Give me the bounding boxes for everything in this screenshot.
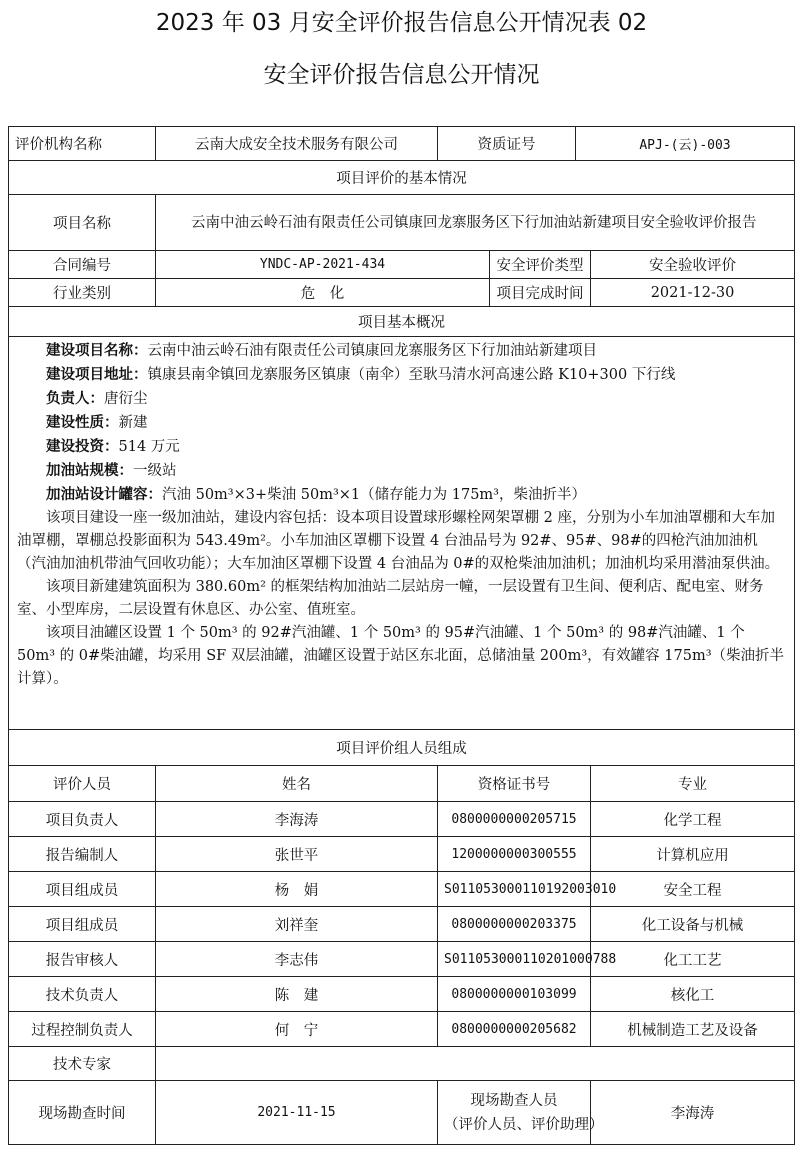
table-row <box>9 907 795 942</box>
type-label: 安全评价类型 <box>490 251 591 279</box>
member-cert: 0800000000205715 <box>438 802 591 837</box>
survey-staff-label <box>438 1081 604 1145</box>
owner-label: 负责人： <box>46 390 104 407</box>
member-major: 计算机应用 <box>591 837 795 872</box>
overview-body <box>9 337 795 730</box>
type-value: 安全验收评价 <box>591 251 795 279</box>
member-cert: 0800000000205682 <box>438 1012 591 1047</box>
member-role: 项目组成员 <box>9 907 156 942</box>
survey-staff-label-line2: （评价人员、评价助理） <box>444 1116 604 1133</box>
expert-value <box>156 1047 795 1081</box>
nature-label: 建设性质： <box>46 414 119 431</box>
contract-value: YNDC-AP-2021-434 <box>156 251 490 279</box>
overview-paragraph-3: 该项目油罐区设置 1 个 50m³ 的 92#汽油罐、1 个 50m³ 的 95#汽油罐、1 个 50m³ 的 98#汽油罐、1 个 50m³ 的 0#柴油罐，均采用 SF 双层油罐，油罐区设置于站区东北面，总储油量 200m³，有效罐容 175m³（柴油折半计算）。 <box>17 625 785 687</box>
construction-name-value: 云南中油云岭石油有限责任公司镇康回龙寨服务区下行加油站新建项目 <box>147 343 597 359</box>
expert-row <box>9 1047 795 1081</box>
industry-value: 危 化 <box>156 279 490 307</box>
member-major: 安全工程 <box>591 872 795 907</box>
org-label: 评价机构名称 <box>9 127 156 161</box>
finish-value: 2021-12-30 <box>591 279 795 307</box>
org-row <box>9 127 795 161</box>
team-header-major: 专业 <box>591 766 795 802</box>
expert-label: 技术专家 <box>9 1047 156 1081</box>
disclosure-table <box>8 126 795 1145</box>
survey-row <box>9 1081 795 1145</box>
industry-label: 行业类别 <box>9 279 156 307</box>
table-row <box>9 802 795 837</box>
table-row <box>9 1012 795 1047</box>
member-name: 李海涛 <box>156 802 438 837</box>
table-row <box>9 977 795 1012</box>
cert-value: APJ-(云)-003 <box>576 127 795 161</box>
member-cert: 0800000000203375 <box>438 907 591 942</box>
owner-value: 唐衍尘 <box>104 391 148 407</box>
construction-address-label: 建设项目地址： <box>46 366 148 383</box>
member-cert: 0800000000103099 <box>438 977 591 1012</box>
member-role: 报告审核人 <box>9 942 156 977</box>
cert-label: 资质证号 <box>438 127 576 161</box>
investment-label: 建设投资： <box>46 438 119 455</box>
member-major: 化工设备与机械 <box>591 907 795 942</box>
tank-capacity-value: 汽油 50m³×3+柴油 50m³×1（储存能力为 175m³，柴油折半） <box>162 487 586 503</box>
team-section-header: 项目评价组人员组成 <box>9 730 795 766</box>
member-cert: 1200000000300555 <box>438 837 591 872</box>
table-row <box>9 837 795 872</box>
survey-time-label: 现场勘查时间 <box>9 1081 156 1145</box>
project-name-label: 项目名称 <box>9 195 156 251</box>
member-major: 核化工 <box>591 977 795 1012</box>
org-value: 云南大成安全技术服务有限公司 <box>156 127 438 161</box>
member-name: 杨 娟 <box>156 872 438 907</box>
member-cert: S011053000110192003010 <box>438 872 591 907</box>
nature-value: 新建 <box>118 415 148 431</box>
survey-staff-value: 李海涛 <box>591 1081 795 1145</box>
member-role: 项目组成员 <box>9 872 156 907</box>
team-header-name: 姓名 <box>156 766 438 802</box>
member-major: 化学工程 <box>591 802 795 837</box>
overview-paragraph-2: 该项目新建建筑面积为 380.60m² 的框架结构加油站二层站房一幢，一层设置有卫生间、便利店、配电室、财务室、小型库房，二层设置有休息区、办公室、值班室。 <box>17 579 764 618</box>
basic-section-header: 项目评价的基本情况 <box>9 161 795 195</box>
contract-label: 合同编号 <box>9 251 156 279</box>
team-header-role: 评价人员 <box>9 766 156 802</box>
table-row <box>9 872 795 907</box>
finish-label: 项目完成时间 <box>490 279 591 307</box>
document-title: 2023 年 03 月安全评价报告信息公开情况表 02 <box>155 10 648 36</box>
member-name: 刘祥奎 <box>156 907 438 942</box>
member-role: 技术负责人 <box>9 977 156 1012</box>
member-major: 机械制造工艺及设备 <box>591 1012 795 1047</box>
team-header-row <box>9 766 795 802</box>
investment-value: 514 万元 <box>118 439 180 455</box>
construction-name-label: 建设项目名称： <box>46 342 148 359</box>
table-row <box>9 942 795 977</box>
member-role: 项目负责人 <box>9 802 156 837</box>
member-name: 李志伟 <box>156 942 438 977</box>
document-subtitle: 安全评价报告信息公开情况 <box>263 62 540 88</box>
overview-paragraph-1: 该项目建设一座一级加油站，建设内容包括：设本项目设置球形螺栓网架罩棚 2 座，分别为小车加油罩棚和大车加油罩棚，罩棚总投影面积为 543.49m²。小车加油区罩棚下设置 4 台油品号为 92#、95#、98#的四枪汽油加油机（汽油加油机带油气回收功能）；大车加油区罩棚下设置 4 台油品为 0#的双枪柴油加油机；加油机均采用潜油泵供油。 <box>17 510 780 572</box>
member-name: 张世平 <box>156 837 438 872</box>
station-scale-value: 一级站 <box>133 463 177 479</box>
overview-section-header: 项目基本概况 <box>9 307 795 337</box>
team-header-cert: 资格证书号 <box>438 766 591 802</box>
member-name: 陈 建 <box>156 977 438 1012</box>
member-major: 化工工艺 <box>591 942 795 977</box>
project-name-value: 云南中油云岭石油有限责任公司镇康回龙寨服务区下行加油站新建项目安全验收评价报告 <box>156 195 795 251</box>
tank-capacity-label: 加油站设计罐容： <box>46 486 162 503</box>
station-scale-label: 加油站规模： <box>46 462 133 479</box>
construction-address-value: 镇康县南伞镇回龙寨服务区镇康（南伞）至耿马清水河高速公路 K10+300 下行线 <box>147 367 676 383</box>
member-role: 过程控制负责人 <box>9 1012 156 1047</box>
member-cert: S011053000110201000788 <box>438 942 591 977</box>
survey-time-value: 2021-11-15 <box>156 1081 438 1145</box>
member-name: 何 宁 <box>156 1012 438 1047</box>
member-role: 报告编制人 <box>9 837 156 872</box>
survey-staff-label-line1: 现场勘查人员 <box>470 1092 558 1109</box>
